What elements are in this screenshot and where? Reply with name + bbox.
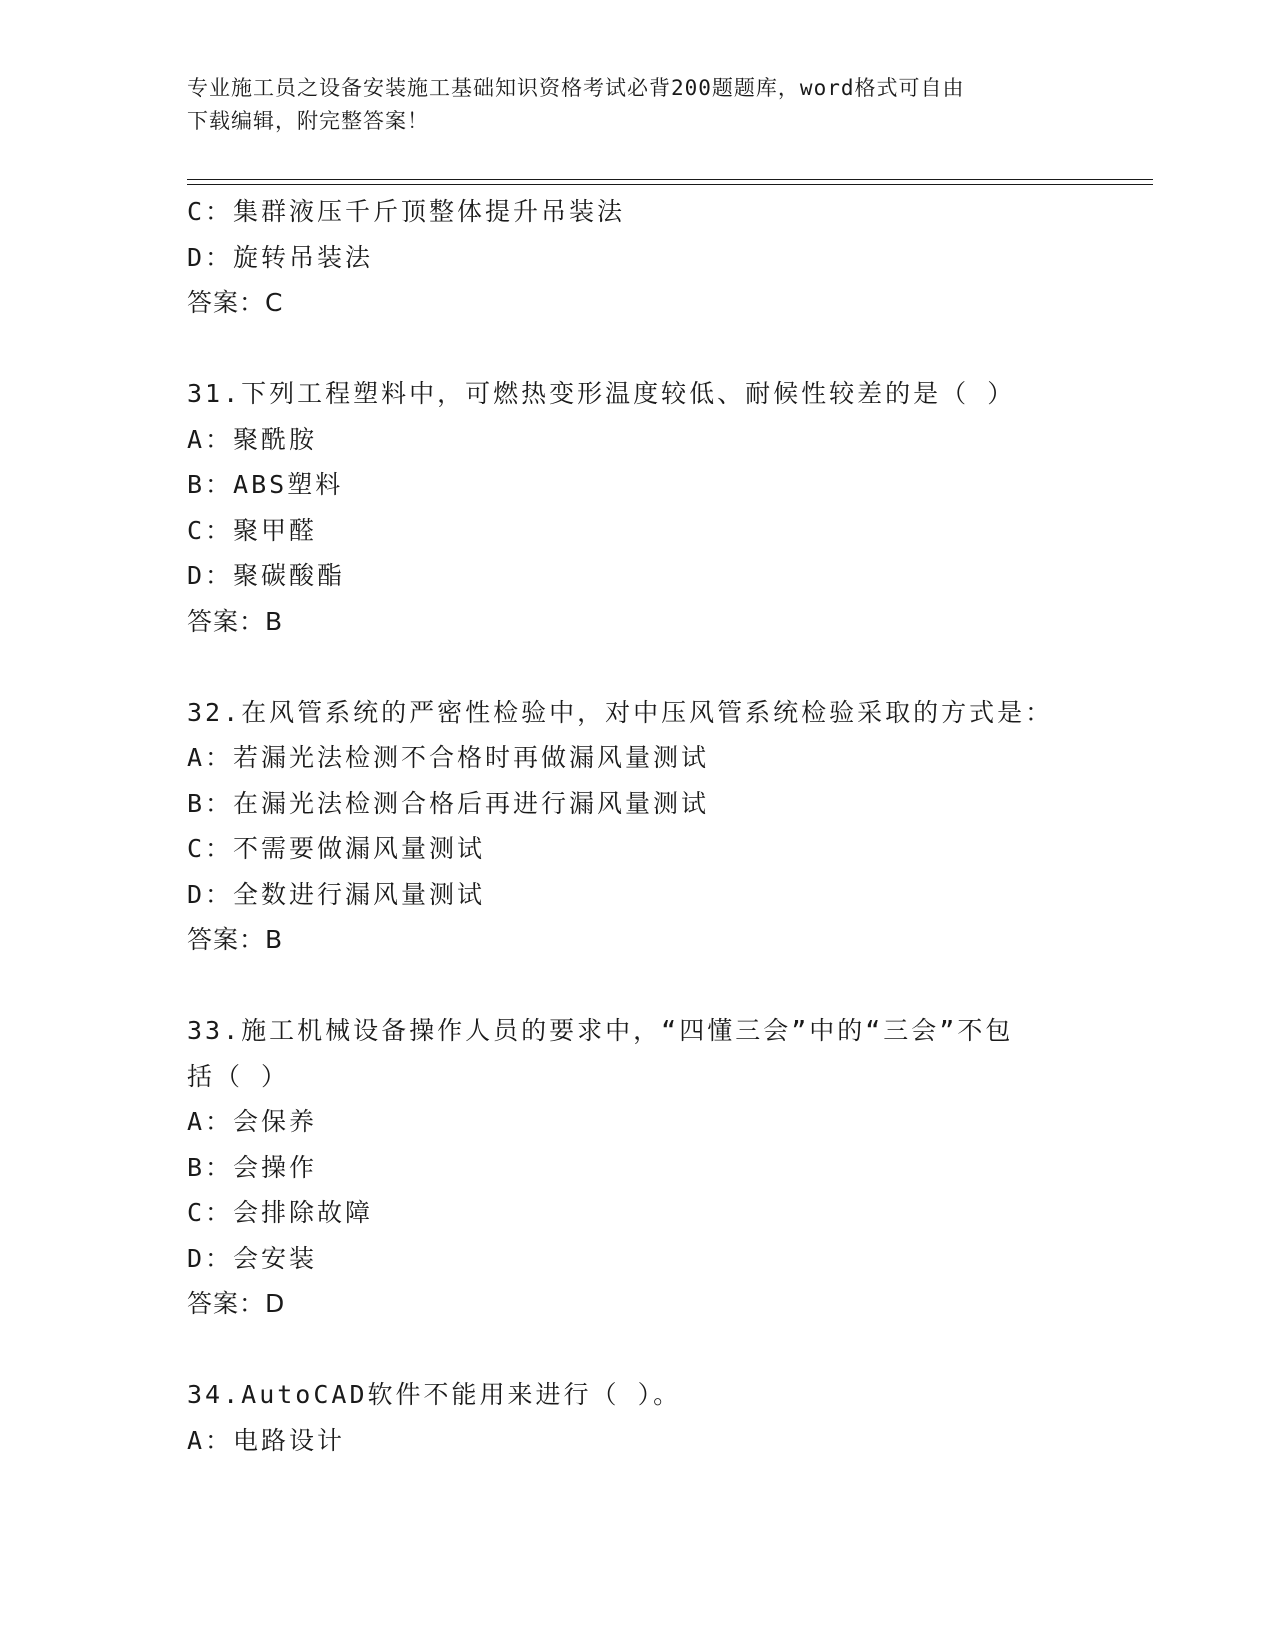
question-31: [187, 371, 1087, 644]
spacer: [187, 644, 1087, 690]
option-b: B：ABS塑料: [187, 470, 344, 499]
option-a: A：若漏光法检测不合格时再做漏风量测试: [187, 743, 710, 772]
header-title-line-2: 下载编辑，附完整答案！: [187, 109, 429, 133]
option-d: D：会安装: [187, 1243, 318, 1273]
document-header: [187, 72, 1067, 138]
option-a: A：电路设计: [187, 1425, 346, 1455]
option-a: A：会保养: [187, 1107, 318, 1136]
answer-line: 答案：D: [187, 1289, 286, 1318]
question-stem: 31.下列工程塑料中，可燃热变形温度较低、耐候性较差的是（ ）: [187, 379, 1016, 408]
spacer: [187, 1327, 1087, 1373]
option-d: D：聚碳酸酯: [187, 561, 346, 590]
option-b: B：在漏光法检测合格后再进行漏风量测试: [187, 788, 710, 818]
answer-line: 答案：C: [187, 288, 284, 317]
question-stem: 34.AutoCAD软件不能用来进行（ ）。: [187, 1380, 682, 1409]
answer-line: 答案：B: [187, 925, 284, 954]
question-stem-line-2: 括（ ）: [187, 1061, 290, 1091]
question-33: [187, 1008, 1087, 1327]
option-c: C：不需要做漏风量测试: [187, 834, 486, 863]
header-title-line-1: 专业施工员之设备安装施工基础知识资格考试必背200题题库，word格式可自由: [187, 76, 965, 100]
previous-question-tail: [187, 189, 1087, 326]
question-stem-line-1: 33.施工机械设备操作人员的要求中，“四懂三会”中的“三会”不包: [187, 1016, 1014, 1045]
option-c: C：集群液压千斤顶整体提升吊装法: [187, 197, 626, 226]
header-rule-bottom: [187, 184, 1153, 185]
option-d: D：全数进行漏风量测试: [187, 879, 486, 909]
option-a: A：聚酰胺: [187, 424, 318, 454]
header-rule-top: [187, 179, 1153, 180]
question-32: [187, 690, 1087, 963]
option-d: D：旋转吊装法: [187, 242, 374, 272]
spacer: [187, 326, 1087, 372]
answer-line: 答案：B: [187, 606, 284, 636]
option-b: B：会操作: [187, 1152, 318, 1182]
question-list: [187, 189, 1087, 1463]
option-c: C：会排除故障: [187, 1198, 374, 1227]
option-c: C：聚甲醛: [187, 515, 318, 545]
spacer: [187, 963, 1087, 1009]
question-stem: 32.在风管系统的严密性检验中，对中压风管系统检验采取的方式是：: [187, 697, 1054, 727]
question-34: [187, 1372, 1087, 1463]
